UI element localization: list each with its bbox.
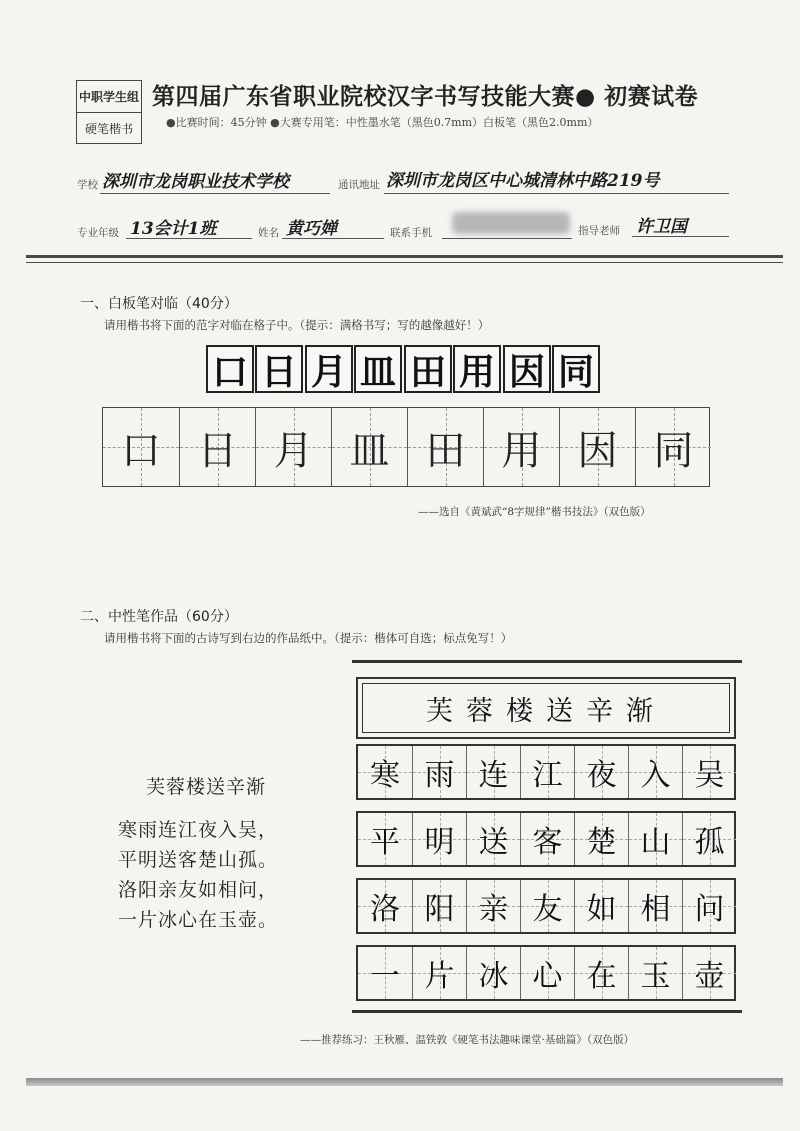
work-cell[interactable] xyxy=(358,947,412,999)
written-char: 日 xyxy=(197,427,238,474)
work-char: 孤 xyxy=(694,825,725,860)
work-row xyxy=(356,945,736,1001)
work-cell[interactable] xyxy=(358,880,412,932)
section1-hint: 请用楷书将下面的范字对临在格子中。（提示：满格书写；写的越像越好！） xyxy=(104,318,490,332)
teacher-label: 指导老师 xyxy=(578,225,620,237)
poem-title: 芙蓉楼送辛渐 xyxy=(146,776,267,798)
work-row xyxy=(356,811,736,867)
work-row xyxy=(356,878,736,934)
work-char: 壶 xyxy=(694,959,725,994)
written-char: 因 xyxy=(577,427,618,474)
teacher-underline xyxy=(632,236,729,237)
work-cell[interactable] xyxy=(520,947,574,999)
practice-cell[interactable] xyxy=(331,408,407,486)
work-char: 片 xyxy=(424,959,455,994)
work-char: 连 xyxy=(478,758,509,793)
work-paper-top-rule xyxy=(352,660,742,663)
work-cell[interactable] xyxy=(574,947,628,999)
school-underline xyxy=(100,193,330,194)
work-cell[interactable] xyxy=(412,880,466,932)
school-label: 学校 xyxy=(77,179,98,191)
class-underline xyxy=(126,238,252,239)
group-badge-line2: 硬笔楷书 xyxy=(84,121,133,136)
work-cell[interactable] xyxy=(682,746,736,798)
work-char: 寒 xyxy=(370,758,400,793)
group-badge xyxy=(76,80,142,144)
work-char: 江 xyxy=(532,758,563,793)
work-char: 楚 xyxy=(586,825,617,860)
written-char: 皿 xyxy=(349,427,390,474)
work-title-box xyxy=(356,677,736,739)
practice-cell[interactable] xyxy=(407,408,483,486)
page-bottom-edge xyxy=(26,1078,783,1086)
poem-line: 平明送客楚山孤。 xyxy=(118,849,279,871)
work-cell[interactable] xyxy=(574,746,628,798)
name-underline xyxy=(282,238,384,239)
work-char: 洛 xyxy=(370,892,400,927)
work-cell[interactable] xyxy=(628,746,682,798)
section1-title: 一、白板笔对临（40分） xyxy=(80,296,238,312)
practice-grid xyxy=(102,407,710,487)
work-char: 心 xyxy=(532,959,563,994)
section2-title: 二、中性笔作品（60分） xyxy=(80,609,238,625)
work-char: 阳 xyxy=(424,892,455,927)
practice-cell[interactable] xyxy=(635,408,711,486)
poem-line: 寒雨连江夜入吴， xyxy=(118,819,279,841)
template-char: 同 xyxy=(552,345,600,393)
practice-cell[interactable] xyxy=(559,408,635,486)
work-cell[interactable] xyxy=(628,813,682,865)
work-char: 相 xyxy=(640,892,671,927)
work-cell[interactable] xyxy=(466,813,520,865)
poem-line: 一片冰心在玉壶。 xyxy=(118,909,279,931)
template-char: 田 xyxy=(404,345,452,393)
work-char: 明 xyxy=(424,825,455,860)
practice-cell[interactable] xyxy=(103,408,179,486)
work-cell[interactable] xyxy=(466,746,520,798)
work-cell[interactable] xyxy=(520,746,574,798)
work-cell[interactable] xyxy=(682,813,736,865)
work-cell[interactable] xyxy=(574,880,628,932)
name-label: 姓名 xyxy=(258,227,279,239)
practice-cell[interactable] xyxy=(255,408,331,486)
work-cell[interactable] xyxy=(628,947,682,999)
work-cell[interactable] xyxy=(520,880,574,932)
section2-hint: 请用楷书将下面的古诗写到右边的作品纸中。（提示：楷体可自选；标点免写！） xyxy=(104,631,513,645)
name-value[interactable]: 黄巧婵 xyxy=(286,219,337,239)
work-title: 芙蓉楼送辛渐 xyxy=(362,683,730,733)
work-cell[interactable] xyxy=(466,947,520,999)
work-char: 吴 xyxy=(694,758,725,793)
teacher-value[interactable]: 许卫国 xyxy=(636,217,687,237)
work-char: 山 xyxy=(640,825,671,860)
work-paper-bottom-rule xyxy=(352,1010,742,1013)
class-label: 专业年级 xyxy=(77,227,119,239)
work-cell[interactable] xyxy=(412,947,466,999)
template-char: 月 xyxy=(305,345,353,393)
class-value[interactable]: 13会计1班 xyxy=(130,219,217,239)
work-cell[interactable] xyxy=(628,880,682,932)
work-cell[interactable] xyxy=(412,746,466,798)
written-char: 同 xyxy=(653,427,694,474)
work-cell[interactable] xyxy=(682,880,736,932)
written-char: 口 xyxy=(121,427,161,474)
phone-label: 联系手机 xyxy=(390,227,432,239)
work-char: 友 xyxy=(532,892,563,927)
work-char: 客 xyxy=(532,825,563,860)
work-char: 问 xyxy=(694,892,725,927)
address-underline xyxy=(384,193,729,194)
work-char: 在 xyxy=(586,959,617,994)
work-char: 玉 xyxy=(640,959,671,994)
school-value[interactable]: 深圳市龙岗职业技术学校 xyxy=(102,172,289,192)
work-char: 亲 xyxy=(478,892,509,927)
written-char: 田 xyxy=(425,427,466,474)
template-char: 因 xyxy=(503,345,551,393)
work-cell[interactable] xyxy=(682,947,736,999)
template-char: 皿 xyxy=(354,345,402,393)
written-char: 月 xyxy=(273,427,314,474)
work-char: 夜 xyxy=(586,758,617,793)
work-cell[interactable] xyxy=(520,813,574,865)
practice-cell[interactable] xyxy=(483,408,559,486)
work-char: 如 xyxy=(586,892,617,927)
written-char: 用 xyxy=(501,427,542,474)
address-value[interactable]: 深圳市龙岗区中心城清林中路219号 xyxy=(386,171,660,191)
work-row xyxy=(356,744,736,800)
header-rule-thin xyxy=(26,262,783,263)
contest-subtitle: ●比赛时间：45分钟 ●大赛专用笔：中性墨水笔（黑色0.7mm）白板笔（黑色2.0mm） xyxy=(166,116,599,129)
work-cell[interactable] xyxy=(412,813,466,865)
work-char: 入 xyxy=(640,758,671,793)
work-char: 冰 xyxy=(478,959,509,994)
practice-cell[interactable] xyxy=(179,408,255,486)
work-cell[interactable] xyxy=(358,746,412,798)
contest-title: 第四届广东省职业院校汉字书写技能大赛● 初赛试卷 xyxy=(152,84,699,110)
work-cell[interactable] xyxy=(466,880,520,932)
work-char: 一 xyxy=(370,959,400,994)
section1-credit: ——选自《黄斌武“8字规律”楷书技法》（双色版） xyxy=(418,506,651,518)
template-char: 日 xyxy=(255,345,303,393)
section2-credit: ——推荐练习：王秋雁、温铁敦《硬笔书法趣味课堂·基础篇》（双色版） xyxy=(300,1034,635,1046)
template-char-row xyxy=(206,345,606,395)
template-char: 口 xyxy=(206,345,254,393)
phone-redacted xyxy=(452,212,570,234)
work-cell[interactable] xyxy=(358,813,412,865)
phone-underline xyxy=(442,238,572,239)
work-char: 雨 xyxy=(424,758,455,793)
group-badge-line1: 中职学生组 xyxy=(77,81,141,113)
template-char: 用 xyxy=(453,345,501,393)
poem-line: 洛阳亲友如相问， xyxy=(118,879,279,901)
header-rule-thick xyxy=(26,255,783,258)
work-cell[interactable] xyxy=(574,813,628,865)
work-char: 送 xyxy=(478,825,509,860)
work-char: 平 xyxy=(370,825,400,860)
address-label: 通讯地址 xyxy=(338,179,380,191)
